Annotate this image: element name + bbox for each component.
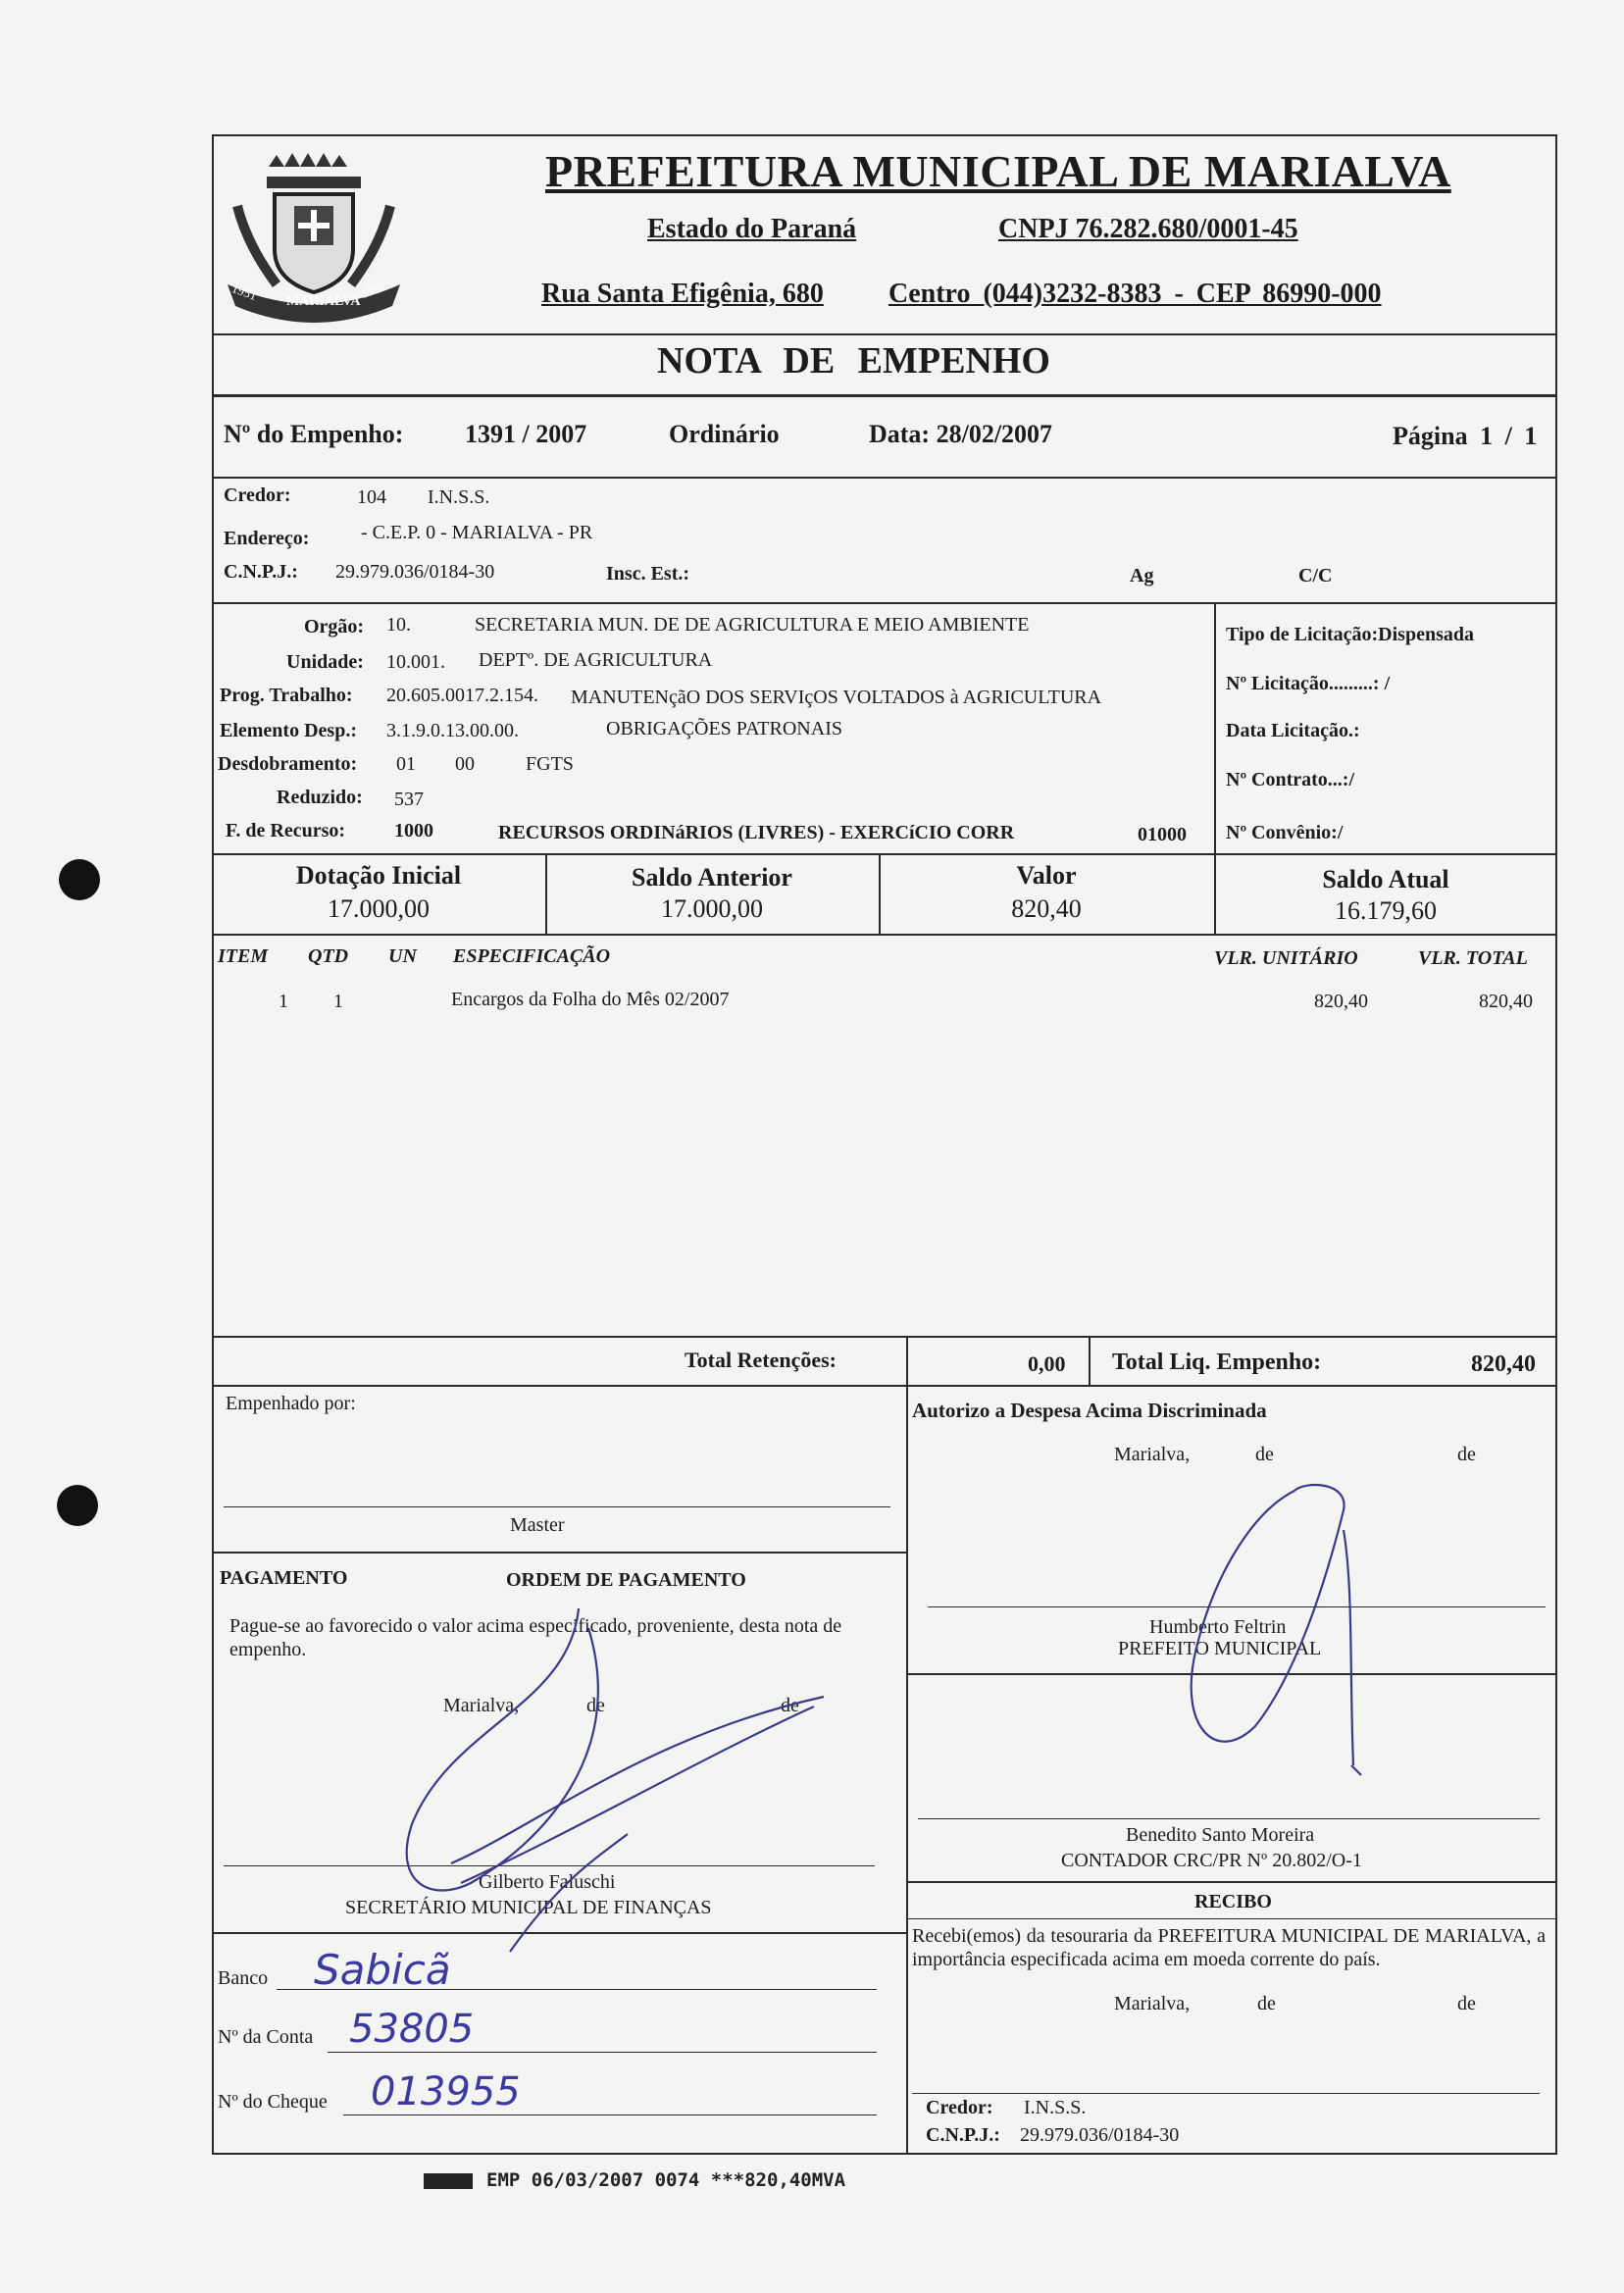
bottom-stamp	[424, 2169, 845, 2191]
credor-cnpj-label: C.N.P.J.:	[224, 561, 298, 583]
empenho-date: Data: 28/02/2007	[869, 420, 1053, 448]
autorizo-de1: de	[1255, 1444, 1274, 1465]
recibo-credor-label: Credor:	[926, 2097, 993, 2118]
header-title: PREFEITURA MUNICIPAL DE MARIALVA	[545, 146, 1451, 196]
recurso-num: 01000	[1138, 824, 1187, 845]
empenho-type: Ordinário	[669, 420, 780, 448]
autorizo-role: PREFEITO MUNICIPAL	[1118, 1638, 1322, 1659]
insc-est-label: Insc. Est.:	[606, 563, 690, 585]
numero-licitacao: Nº Licitação.........: /	[1226, 673, 1391, 694]
empenho-number: 1391 / 2007	[465, 420, 587, 448]
prog-label: Prog. Trabalho:	[220, 685, 353, 706]
crest-text: MARIALVA	[286, 294, 361, 309]
stamp-blocks	[424, 2173, 473, 2189]
header-address: Rua Santa Efigênia, 680	[541, 279, 824, 309]
pagamento-place: Marialva,	[443, 1695, 520, 1716]
orgao-desc: SECRETARIA MUN. DE DE AGRICULTURA E MEIO AMBIENTE	[475, 614, 1030, 636]
header-cnpj: CNPJ 76.282.680/0001-45	[998, 214, 1298, 244]
banco-value: Sabicã	[314, 1946, 451, 1994]
numero-convenio: Nº Convênio:/	[1226, 822, 1344, 843]
prog-desc: MANUTENçãO DOS SERVIçOS VOLTADOS à AGRICULTURA	[571, 687, 1102, 708]
credor-name: I.N.S.S.	[428, 486, 490, 508]
recibo-cnpj-label: C.N.P.J.:	[926, 2124, 1000, 2146]
tipo-licitacao: Tipo de Licitação:Dispensada	[1226, 624, 1474, 645]
crest-year-left: 1951	[229, 280, 259, 304]
signature-line	[912, 2093, 1540, 2094]
pagamento-label: PAGAMENTO	[220, 1567, 348, 1589]
cheque-value: 013955	[371, 2069, 521, 2115]
reduzido-label: Reduzido:	[277, 787, 363, 808]
doc-title: NOTA DE EMPENHO	[657, 340, 1050, 382]
valor-label: Valor	[1016, 861, 1077, 890]
recurso-code: 1000	[394, 820, 433, 841]
recurso-label: F. de Recurso:	[226, 820, 346, 841]
row-qtd: 1	[333, 991, 343, 1012]
divider	[906, 1336, 908, 1385]
divider	[212, 333, 1557, 335]
elemento-label: Elemento Desp.:	[220, 720, 357, 741]
cc-label: C/C	[1298, 565, 1333, 586]
pagamento-de2: de	[781, 1695, 799, 1716]
divider	[212, 1385, 1557, 1387]
header-state: Estado do Paraná	[647, 214, 857, 244]
autorizo-label: Autorizo a Despesa Acima Discriminada	[912, 1399, 1267, 1422]
punch-hole	[57, 1485, 98, 1526]
dotacao-inicial-value: 17.000,00	[328, 894, 430, 923]
divider	[906, 1918, 1557, 1919]
valor-value: 820,40	[1011, 894, 1082, 923]
col-item: ITEM	[218, 945, 269, 967]
total-liq-value: 820,40	[1471, 1351, 1536, 1377]
total-liq-label: Total Liq. Empenho:	[1112, 1350, 1322, 1375]
recurso-desc: RECURSOS ORDINáRIOS (LIVRES) - EXERCíCIO CORR	[498, 822, 1015, 843]
elemento-desc: OBRIGAÇÕES PATRONAIS	[606, 718, 842, 739]
total-retencoes-value: 0,00	[1028, 1351, 1066, 1376]
saldo-anterior-value: 17.000,00	[661, 894, 763, 923]
conta-label: Nº da Conta	[218, 2026, 314, 2048]
saldo-atual-label: Saldo Atual	[1322, 865, 1449, 893]
banco-label: Banco	[218, 1967, 269, 1989]
col-espec: ESPECIFICAÇÃO	[453, 945, 611, 967]
empenhado-label: Empenhado por:	[226, 1393, 356, 1414]
credor-code: 104	[357, 486, 386, 508]
recibo-de2: de	[1457, 1993, 1476, 2014]
pagamento-text: Pague-se ao favorecido o valor acima especificado, proveniente, desta nota de empenho.	[229, 1615, 842, 1660]
desdobramento-label: Desdobramento:	[218, 753, 358, 775]
header-contact: Centro (044)3232-8383 - CEP 86990-000	[888, 279, 1382, 309]
elemento-code: 3.1.9.0.13.00.00.	[386, 720, 519, 741]
divider	[212, 934, 1557, 936]
signature-secretario	[392, 1589, 843, 1991]
crest-year-right: 1952	[359, 279, 388, 302]
pagamento-signer: Gilberto Faluschi	[479, 1871, 616, 1893]
unidade-label: Unidade:	[286, 651, 364, 673]
empenho-number-label: Nº do Empenho:	[224, 420, 404, 448]
orgao-label: Orgão:	[304, 616, 365, 637]
signature-line	[918, 1818, 1540, 1819]
credor-label: Credor:	[224, 484, 291, 506]
stamp-text: EMP 06/03/2007 0074 ***820,40MVA	[486, 2169, 846, 2191]
signature-line	[224, 1506, 890, 1507]
autorizo-place: Marialva,	[1114, 1444, 1191, 1465]
endereco-label: Endereço:	[224, 528, 310, 549]
ordem-pagamento-label: ORDEM DE PAGAMENTO	[506, 1569, 746, 1591]
numero-contrato: Nº Contrato...:/	[1226, 769, 1355, 790]
field-line	[328, 2052, 877, 2053]
pagamento-de1: de	[586, 1695, 605, 1716]
col-total: VLR. TOTAL	[1418, 947, 1528, 969]
divider	[906, 1881, 1557, 1883]
recibo-text: Recebi(emos) da tesouraria da PREFEITURA MUNICIPAL DE MARIALVA, a importância especificada acima em moeda corrente do país.	[912, 1925, 1546, 1970]
row-unit: 820,40	[1314, 991, 1368, 1012]
empenhado-name: Master	[510, 1514, 565, 1536]
signature-prefeito	[1157, 1471, 1412, 1795]
credor-cnpj: 29.979.036/0184-30	[335, 561, 495, 583]
unidade-desc: DEPTº. DE AGRICULTURA	[479, 649, 713, 671]
divider	[1214, 602, 1216, 853]
recibo-cnpj: 29.979.036/0184-30	[1020, 2124, 1180, 2146]
unidade-code: 10.001.	[386, 651, 445, 673]
reduzido-code: 537	[394, 789, 424, 810]
row-espec: Encargos da Folha do Mês 02/2007	[451, 989, 730, 1010]
autorizo-de2: de	[1457, 1444, 1476, 1465]
col-unit: VLR. UNITÁRIO	[1214, 947, 1358, 969]
cheque-label: Nº do Cheque	[218, 2091, 328, 2113]
data-licitacao: Data Licitação.:	[1226, 720, 1360, 741]
desdobramento-b: 00	[455, 753, 475, 775]
divider	[212, 394, 1557, 397]
divider	[1089, 1336, 1091, 1385]
punch-hole	[59, 859, 100, 900]
desdobramento-desc: FGTS	[526, 753, 574, 775]
recibo-label: RECIBO	[1194, 1891, 1272, 1912]
desdobramento-a: 01	[396, 753, 416, 775]
conta-value: 53805	[349, 2007, 475, 2052]
divider	[906, 1385, 908, 2155]
empenho-page: Página 1 / 1	[1393, 422, 1538, 450]
saldo-anterior-label: Saldo Anterior	[632, 863, 792, 892]
col-un: UN	[388, 945, 417, 967]
col-qtd: QTD	[308, 945, 349, 967]
orgao-code: 10.	[386, 614, 411, 636]
saldo-atual-value: 16.179,60	[1335, 896, 1437, 925]
row-total: 820,40	[1479, 991, 1533, 1012]
endereco-value: - C.E.P. 0 - MARIALVA - PR	[361, 522, 593, 543]
divider	[212, 602, 1557, 604]
recibo-place: Marialva,	[1114, 1993, 1191, 2014]
pagamento-role: SECRETÁRIO MUNICIPAL DE FINANÇAS	[345, 1897, 712, 1918]
prog-code: 20.605.0017.2.154.	[386, 685, 538, 706]
divider	[212, 477, 1557, 479]
autorizo-signer: Humberto Feltrin	[1149, 1616, 1287, 1638]
contador-name: Benedito Santo Moreira	[1126, 1824, 1315, 1846]
dotacao-inicial-label: Dotação Inicial	[295, 861, 462, 890]
recibo-de1: de	[1257, 1993, 1276, 2014]
divider	[212, 1336, 1557, 1338]
ag-label: Ag	[1130, 565, 1154, 586]
contador-role: CONTADOR CRC/PR Nº 20.802/O-1	[1061, 1850, 1362, 1871]
total-retencoes-label: Total Retenções:	[685, 1348, 837, 1372]
divider	[212, 853, 1557, 855]
row-item: 1	[279, 991, 288, 1012]
recibo-credor: I.N.S.S.	[1024, 2097, 1087, 2118]
divider	[212, 1552, 906, 1554]
